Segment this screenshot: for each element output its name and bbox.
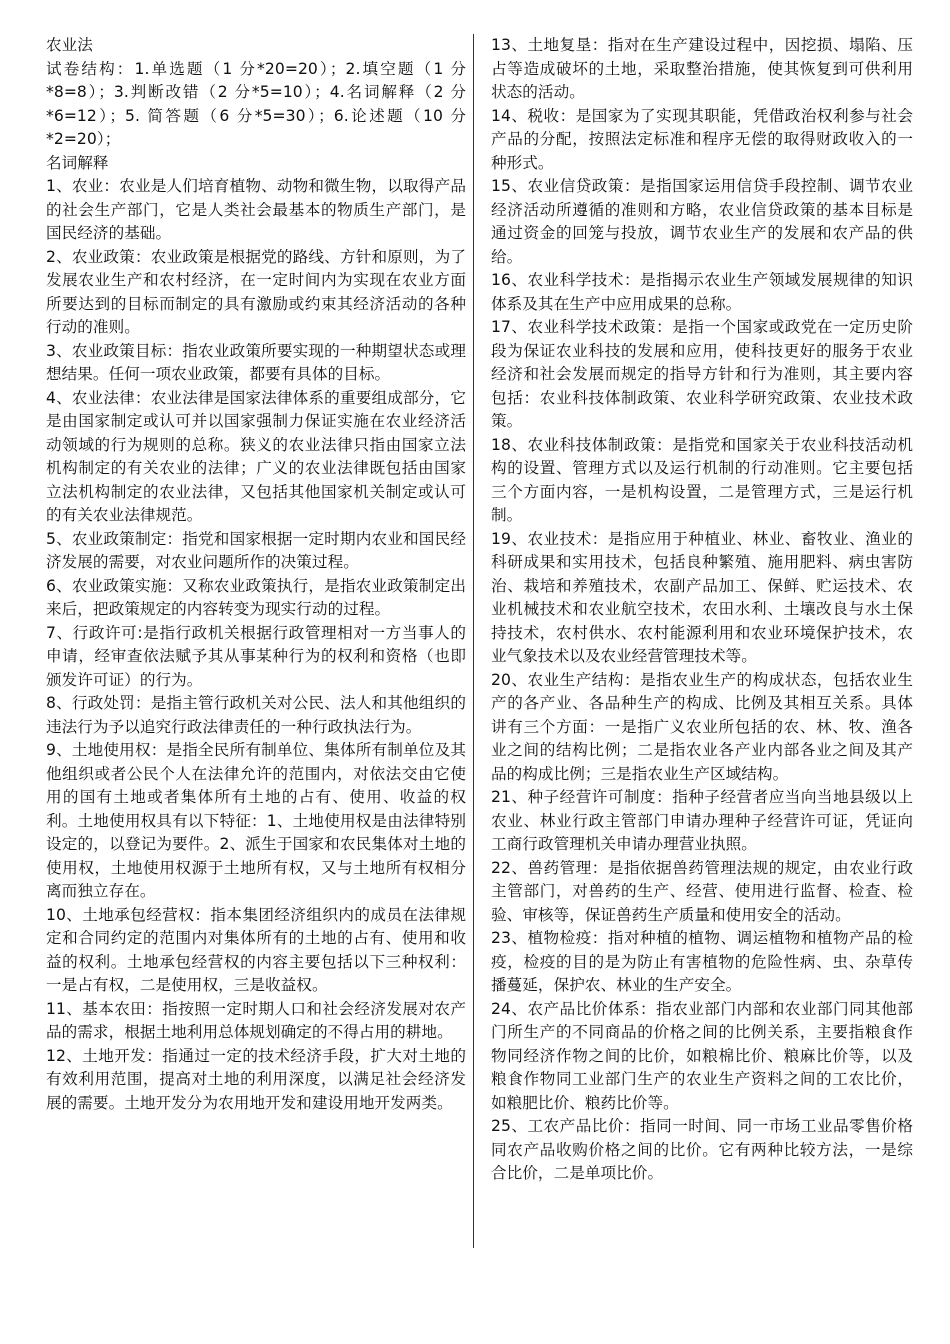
exam-structure: 试卷结构：1.单选题（1 分*20=20）；2.填空题（1 分*8=8）；3.判断改错（2 分*5=10）；4.名词解释（2 分*6=12）；5. 简答题（6 分*5=30）；6.论述题（10 分*2=20）； <box>46 59 466 148</box>
term-entry: 23、植物检疫：指对种植的植物、调运植物和植物产品的检疫，检疫的目的是为防止有害植物的危险性病、虫、杂草传播蔓延，保护农、林业的生产安全。 <box>491 929 913 994</box>
term-entry: 14、税收：是国家为了实现其职能，凭借政治权利参与社会产品的分配，按照法定标准和程序无偿的取得财政收入的一种形式。 <box>491 106 913 172</box>
term-entry: 17、农业科学技术政策：是指一个国家或政党在一定历史阶段为保证农业科技的发展和应用，使科技更好的服务于农业经济和社会发展而规定的指导方针和行为准则，其主要内容包括：农业科技体制政策、农业科学研究政策、农业技术政策。 <box>491 318 913 430</box>
term-entry: 19、农业技术：是指应用于种植业、林业、畜牧业、渔业的科研成果和实用技术，包括良种繁殖、施用肥料、病虫害防治、栽培和养殖技术，农副产品加工、保鲜、贮运技术、农业机械技术和农业航空技术，农田水利、土壤改良与水土保持技术，农村供水、农村能源利用和农业环境保护技术，农业气象技术以及农业经营管理技术等。 <box>491 529 913 665</box>
term-entry: 25、工农产品比价：指同一时间、同一市场工业品零售价格同农产品收购价格之间的比价。它有两种比较方法，一是综合比价，二是单项比价。 <box>491 1117 913 1182</box>
term-entry: 2、农业政策：农业政策是根据党的路线、方针和原则，为了发展农业生产和农村经济，在一定时间内为实现在农业方面所要达到的目标而制定的具有激励或约束其经济活动的各种行动的准则。 <box>46 247 466 336</box>
term-entry: 1、农业：农业是人们培育植物、动物和微生物，以取得产品的社会生产部门，它是人类社会最基本的物质生产部门，是国民经济的基础。 <box>46 177 466 242</box>
term-entry: 13、土地复垦：指对在生产建设过程中，因挖损、塌陷、压占等造成破坏的土地，采取整治措施，使其恢复到可供利用状态的活动。 <box>491 36 913 101</box>
term-entry: 3、农业政策目标：指农业政策所要实现的一种期望状态或理想结果。任何一项农业政策，都要有具体的目标。 <box>46 341 466 383</box>
term-entry: 4、农业法律：农业法律是国家法律体系的重要组成部分，它是由国家制定或认可并以国家强制力保证实施在农业经济活动领域的行为规则的总称。狭义的农业法律只指由国家立法机构制定的有关农业的法律；广义的农业法律既包括由国家立法机构制定的农业法律，又包括其他国家机关制定或认可的有关农业法律规范。 <box>46 388 466 524</box>
term-entry: 24、农产品比价体系：指农业部门内部和农业部门同其他部门所生产的不同商品的价格之间的比例关系，主要指粮食作物同经济作物之间的比价，如粮棉比价、粮麻比价等，以及粮食作物同工业部门生产的农业生产资料之间的工农比价，如粮肥比价、粮药比价等。 <box>491 999 913 1112</box>
column-divider <box>473 34 474 1248</box>
term-entry: 22、兽药管理：是指依据兽药管理法规的规定，由农业行政主管部门，对兽药的生产、经营、使用进行监督、检查、检验、审核等，保证兽药生产质量和使用安全的活动。 <box>491 858 913 924</box>
term-entry: 15、农业信贷政策：是指国家运用信贷手段控制、调节农业经济活动所遵循的准则和方略，农业信贷政策的基本目标是通过资金的回笼与投放，调节农业生产的发展和农产品的供给。 <box>491 177 913 266</box>
term-entry: 20、农业生产结构：是指农业生产的构成状态，包括农业生产的各产业、各品种生产的构成、比例及其相互关系。具体讲有三个方面：一是指广义农业所包括的农、林、牧、渔各业之间的结构比例；二是指农业各产业内部各业之间及其产品的构成比例；三是指农业生产区域结构。 <box>491 670 913 783</box>
term-entry: 5、农业政策制定：指党和国家根据一定时期内农业和国民经济发展的需要，对农业问题所作的决策过程。 <box>46 529 466 571</box>
term-entry: 10、土地承包经营权：指本集团经济组织内的成员在法律规定和合同约定的范围内对集体所有的土地的占有、使用和收益的权利。土地承包经营权的内容主要包括以下三种权利：一是占有权，二是使用权，三是收益权。 <box>46 905 466 994</box>
left-column <box>46 34 466 1115</box>
section-heading: 名词解释 <box>46 153 109 172</box>
term-entry: 9、土地使用权：是指全民所有制单位、集体所有制单位及其他组织或者公民个人在法律允许的范围内，对依法交由它使用的国有土地或者集体所有土地的占有、使用、收益的权利。土地使用权具有以下特征：1、土地使用权是由法律特别设定的，以登记为要件。2、派生于国家和农民集体对土地的使用权，土地使用权源于土地所有权，又与土地所有权相分离而独立存在。 <box>46 741 466 900</box>
term-entry: 6、农业政策实施：又称农业政策执行，是指农业政策制定出来后，把政策规定的内容转变为现实行动的过程。 <box>46 576 466 618</box>
term-entry: 21、种子经营许可制度：指种子经营者应当向当地县级以上农业、林业行政主管部门申请办理种子经营许可证，凭证向工商行政管理机关申请办理营业执照。 <box>491 788 913 853</box>
document-title: 农业法 <box>46 36 93 54</box>
term-entry: 8、行政处罚：是指主管行政机关对公民、法人和其他组织的违法行为予以追究行政法律责任的一种行政执法行为。 <box>46 694 466 736</box>
term-entry: 18、农业科技体制政策：是指党和国家关于农业科技活动机构的设置、管理方式以及运行机制的行动准则。它主要包括三个方面内容，一是机构设置，二是管理方式，三是运行机制。 <box>491 435 913 524</box>
term-entry: 12、土地开发：指通过一定的技术经济手段，扩大对土地的有效利用范围，提高对土地的利用深度，以满足社会经济发展的需要。土地开发分为农用地开发和建设用地开发两类。 <box>46 1046 466 1112</box>
term-entry: 11、基本农田：指按照一定时期人口和社会经济发展对农产品的需求，根据土地利用总体规划确定的不得占用的耕地。 <box>46 999 466 1041</box>
term-entry: 7、行政许可:是指行政机关根据行政管理相对一方当事人的申请，经审查依法赋予其从事某种行为的权利和资格（也即颁发许可证）的行为。 <box>46 623 466 689</box>
term-entry: 16、农业科学技术：是指揭示农业生产领域发展规律的知识体系及其在生产中应用成果的总称。 <box>491 271 913 313</box>
right-column <box>491 34 913 1186</box>
